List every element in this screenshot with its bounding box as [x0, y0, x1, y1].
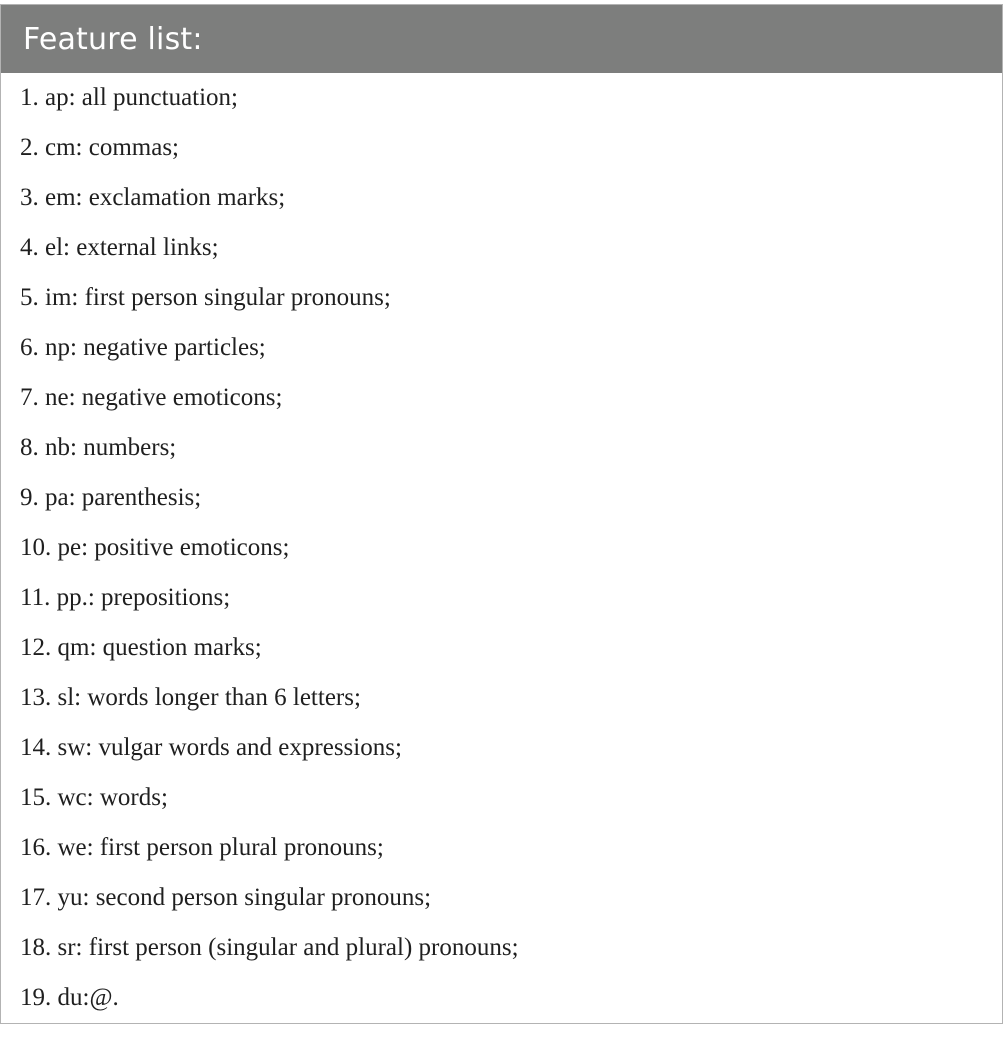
- feature-item-14: 14. sw: vulgar words and expressions;: [20, 734, 402, 761]
- feature-item-16: 16. we: first person plural pronouns;: [20, 834, 384, 861]
- feature-item-6: 6. np: negative particles;: [20, 334, 266, 361]
- feature-item-2: 2. cm: commas;: [20, 134, 179, 161]
- table-title: Feature list:: [23, 21, 203, 57]
- feature-list-table: [0, 4, 1003, 1024]
- feature-item-7: 7. ne: negative emoticons;: [20, 384, 283, 411]
- feature-item-5: 5. im: first person singular pronouns;: [20, 284, 391, 311]
- feature-item-13: 13. sl: words longer than 6 letters;: [20, 684, 361, 711]
- feature-item-12: 12. qm: question marks;: [20, 634, 262, 661]
- feature-list: [1, 73, 1002, 1023]
- table-header: [1, 5, 1002, 73]
- feature-item-18: 18. sr: first person (singular and plural) pronouns;: [20, 934, 519, 961]
- feature-item-17: 17. yu: second person singular pronouns;: [20, 884, 432, 911]
- feature-item-15: 15. wc: words;: [20, 784, 168, 811]
- feature-item-4: 4. el: external links;: [20, 234, 219, 261]
- feature-item-11: 11. pp.: prepositions;: [20, 584, 231, 611]
- feature-item-9: 9. pa: parenthesis;: [20, 484, 202, 511]
- feature-item-3: 3. em: exclamation marks;: [20, 184, 286, 211]
- feature-item-10: 10. pe: positive emoticons;: [20, 534, 290, 561]
- feature-item-19: 19. du:@.: [20, 984, 119, 1011]
- feature-item-8: 8. nb: numbers;: [20, 434, 177, 461]
- feature-item-1: 1. ap: all punctuation;: [20, 84, 239, 111]
